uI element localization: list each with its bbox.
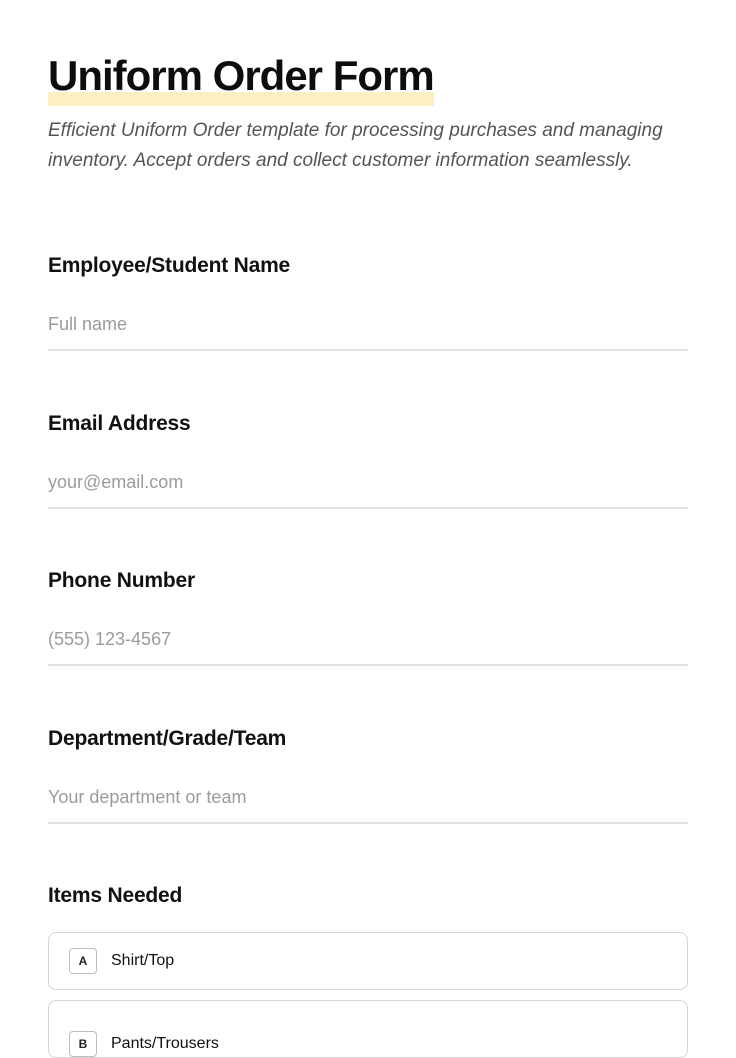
department-field-label: Department/Grade/Team (48, 727, 287, 750)
phone-field-label: Phone Number (48, 569, 195, 592)
choice-key-badge: A (69, 948, 97, 974)
phone-input[interactable] (48, 628, 688, 666)
choice-option-label: Shirt/Top (111, 952, 175, 969)
form-description: Efficient Uniform Order template for processing purchases and managing inventory. Accept orders and collect customer information seamlessly. (48, 120, 663, 171)
email-field-label: Email Address (48, 412, 191, 435)
choice-option-pants[interactable] (48, 1000, 688, 1058)
department-field-group (48, 726, 688, 824)
email-input[interactable] (48, 471, 688, 509)
items-needed-label: Items Needed (48, 884, 183, 907)
name-input[interactable] (48, 313, 688, 351)
form-title: Uniform Order Form (48, 50, 434, 106)
department-input[interactable] (48, 786, 688, 824)
choice-option-label: Pants/Trousers (111, 1035, 219, 1052)
choice-option-shirt[interactable] (48, 932, 688, 990)
email-field-group (48, 411, 688, 509)
choice-key-badge: B (69, 1031, 97, 1057)
form-header (48, 0, 688, 176)
phone-field-group (48, 568, 688, 666)
name-field-label: Employee/Student Name (48, 254, 291, 277)
name-field-group (48, 253, 688, 351)
